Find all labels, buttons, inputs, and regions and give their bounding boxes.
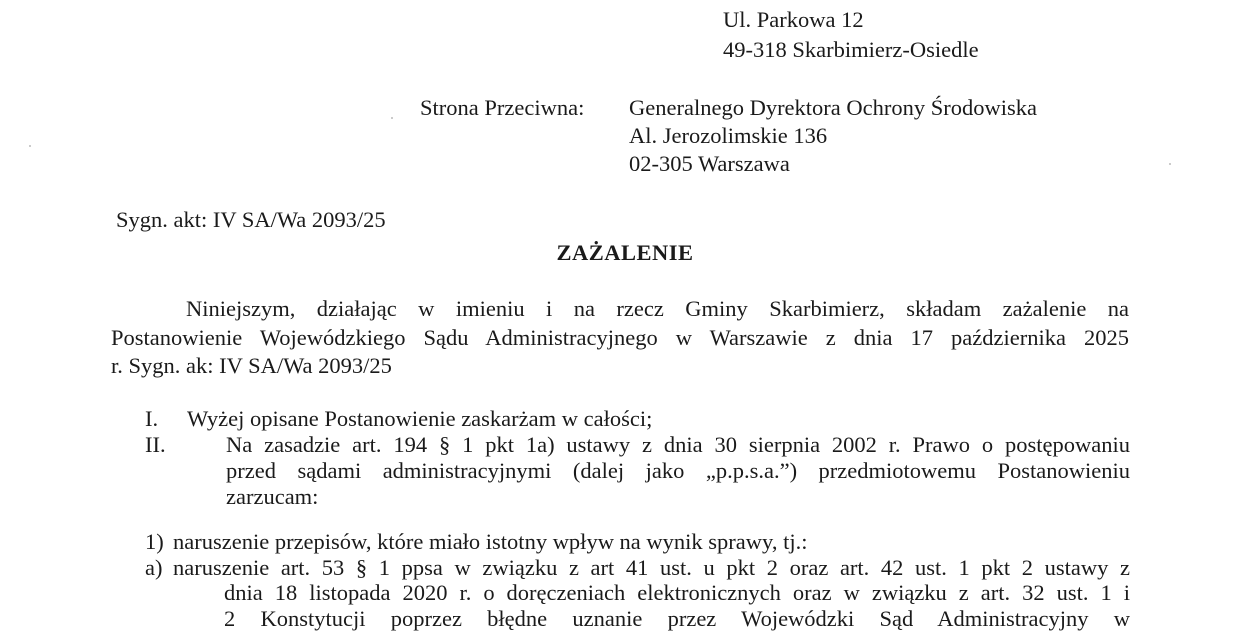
point-continuation bbox=[145, 605, 1130, 631]
point-text: dnia 18 listopada 2020 r. o doręczeniach elektronicznych oraz w związku z art. 32 ust. 1 i bbox=[224, 580, 1130, 605]
document-title bbox=[0, 238, 1250, 268]
intro-line: Postanowienie Wojewódzkiego Sądu Administracyjnego w Warszawie z dnia 17 października 2025 bbox=[111, 324, 1129, 350]
opposing-party-name: Generalnego Dyrektora Ochrony Środowiska bbox=[629, 95, 1037, 120]
case-signature: Sygn. akt: IV SA/Wa 2093/25 bbox=[116, 207, 386, 232]
opposing-party-street: Al. Jerozolimskie 136 bbox=[629, 123, 828, 148]
roman-item-number: II. bbox=[145, 432, 166, 457]
points-list bbox=[145, 528, 1130, 630]
point-item bbox=[145, 528, 1130, 554]
roman-list bbox=[145, 405, 1130, 509]
point-number: a) bbox=[145, 554, 163, 580]
intro-line: r. Sygn. ak: IV SA/Wa 2093/25 bbox=[111, 353, 392, 378]
roman-item-text: zarzucam: bbox=[226, 484, 319, 509]
roman-item bbox=[145, 431, 1130, 457]
scan-speck bbox=[29, 145, 31, 147]
point-continuation bbox=[145, 579, 1130, 605]
roman-item-text: Wyżej opisane Postanowienie zaskarżam w całości; bbox=[187, 406, 653, 431]
roman-item-number: I. bbox=[145, 406, 159, 431]
point-text: naruszenie przepisów, które miało istotny wpływ na wynik sprawy, tj.: bbox=[173, 529, 808, 554]
applicant-postal-city: 49-318 Skarbimierz-Osiedle bbox=[723, 37, 979, 62]
point-text: 2 Konstytucji poprzez błędne uznanie przez Wojewódzki Sąd Administracyjny w bbox=[224, 605, 1130, 631]
roman-item-continuation bbox=[145, 457, 1130, 483]
intro-paragraph bbox=[111, 295, 1129, 381]
point-number: 1) bbox=[145, 529, 164, 554]
intro-line: Niniejszym, działając w imieniu i na rzecz Gminy Skarbimierz, składam zażalenie na bbox=[186, 296, 1129, 321]
opposing-party-postal-city: 02-305 Warszawa bbox=[629, 151, 790, 176]
point-text: naruszenie art. 53 § 1 ppsa w związku z art 41 ust. u pkt 2 oraz art. 42 ust. 1 pkt 2 ustawy z bbox=[173, 554, 1130, 580]
scan-speck bbox=[1169, 163, 1171, 165]
point-item bbox=[145, 554, 1130, 580]
document-title-text: ZAŻALENIE bbox=[556, 240, 694, 265]
applicant-street: Ul. Parkowa 12 bbox=[723, 7, 864, 32]
roman-item-text: Na zasadzie art. 194 § 1 pkt 1a) ustawy z dnia 30 sierpnia 2002 r. Prawo o postępowaniu bbox=[226, 432, 1130, 457]
opposing-party-address bbox=[629, 93, 1037, 177]
applicant-address bbox=[723, 5, 979, 65]
opposing-party-label: Strona Przeciwna: bbox=[420, 95, 585, 120]
roman-item-continuation bbox=[145, 483, 1130, 509]
roman-item-text: przed sądami administracyjnymi (dalej jako „p.p.s.a.”) przedmiotowemu Postanowieniu bbox=[226, 458, 1130, 483]
scan-speck bbox=[391, 117, 393, 119]
roman-item bbox=[145, 405, 1130, 431]
